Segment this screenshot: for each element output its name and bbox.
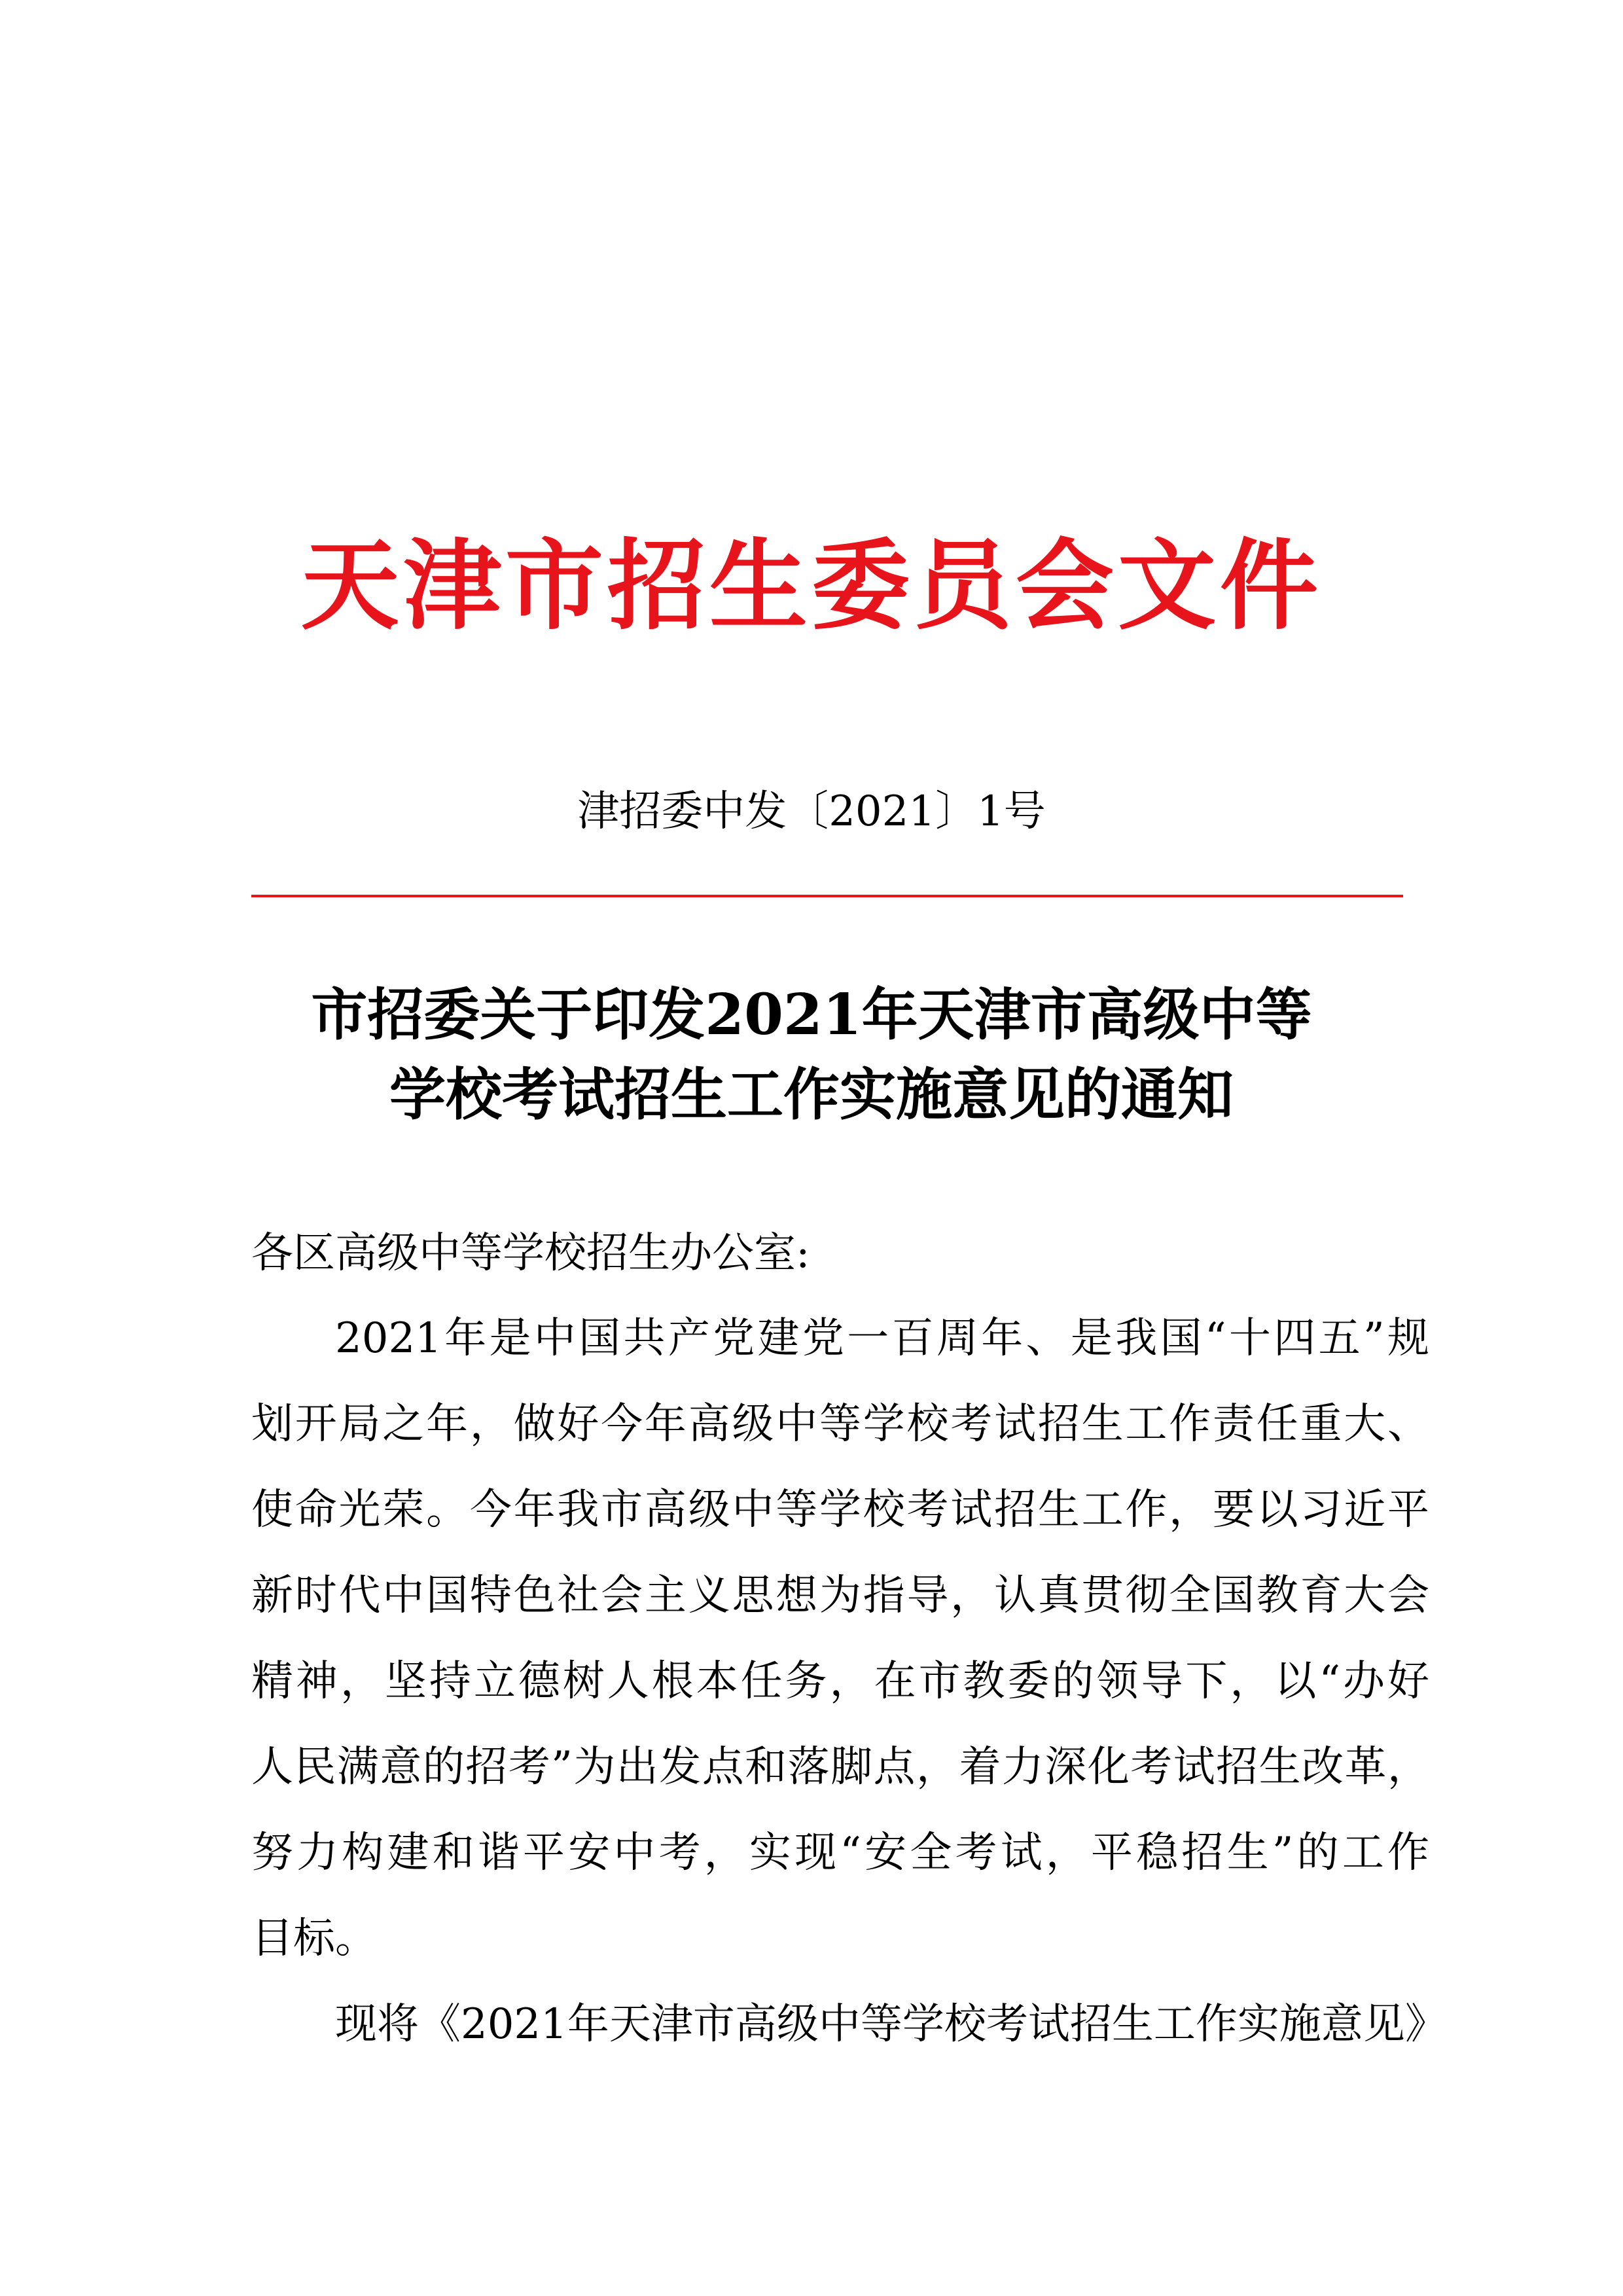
- document-title-line-2: 学校考试招生工作实施意见的通知: [389, 1062, 1234, 1128]
- red-separator-rule: [251, 895, 1403, 897]
- issuing-authority-header: 天津市招生委员会文件: [300, 528, 1322, 643]
- document-number: 津招委中发〔2021〕1号: [577, 787, 1046, 836]
- paragraph-1-line-4: 新时代中国特色社会主义思想为指导，认真贯彻全国教育大会: [251, 1571, 1429, 1620]
- document-title-line-1: 市招委关于印发2021年天津市高级中等: [311, 982, 1312, 1048]
- paragraph-1-line-1: 2021年是中国共产党建党一百周年、是我国“十四五”规: [335, 1314, 1429, 1363]
- paragraph-1-line-2: 划开局之年，做好今年高级中等学校考试招生工作责任重大、: [251, 1400, 1429, 1448]
- salutation: 各区高级中等学校招生办公室:: [251, 1229, 810, 1278]
- paragraph-1-line-3: 使命光荣。今年我市高级中等学校考试招生工作，要以习近平: [251, 1486, 1429, 1534]
- paragraph-1-line-6: 人民满意的招考”为出发点和落脚点，着力深化考试招生改革，: [251, 1743, 1429, 1791]
- paragraph-1-line-8: 目标。: [251, 1914, 377, 1963]
- paragraph-1-line-7: 努力构建和谐平安中考，实现“安全考试，平稳招生”的工作: [251, 1829, 1429, 1877]
- paragraph-2-line-1: 现将《2021年天津市高级中等学校考试招生工作实施意见》: [335, 2000, 1447, 2049]
- paragraph-1-line-5: 精神，坚持立德树人根本任务，在市教委的领导下，以“办好: [251, 1657, 1429, 1706]
- document-title: [0, 975, 1623, 1135]
